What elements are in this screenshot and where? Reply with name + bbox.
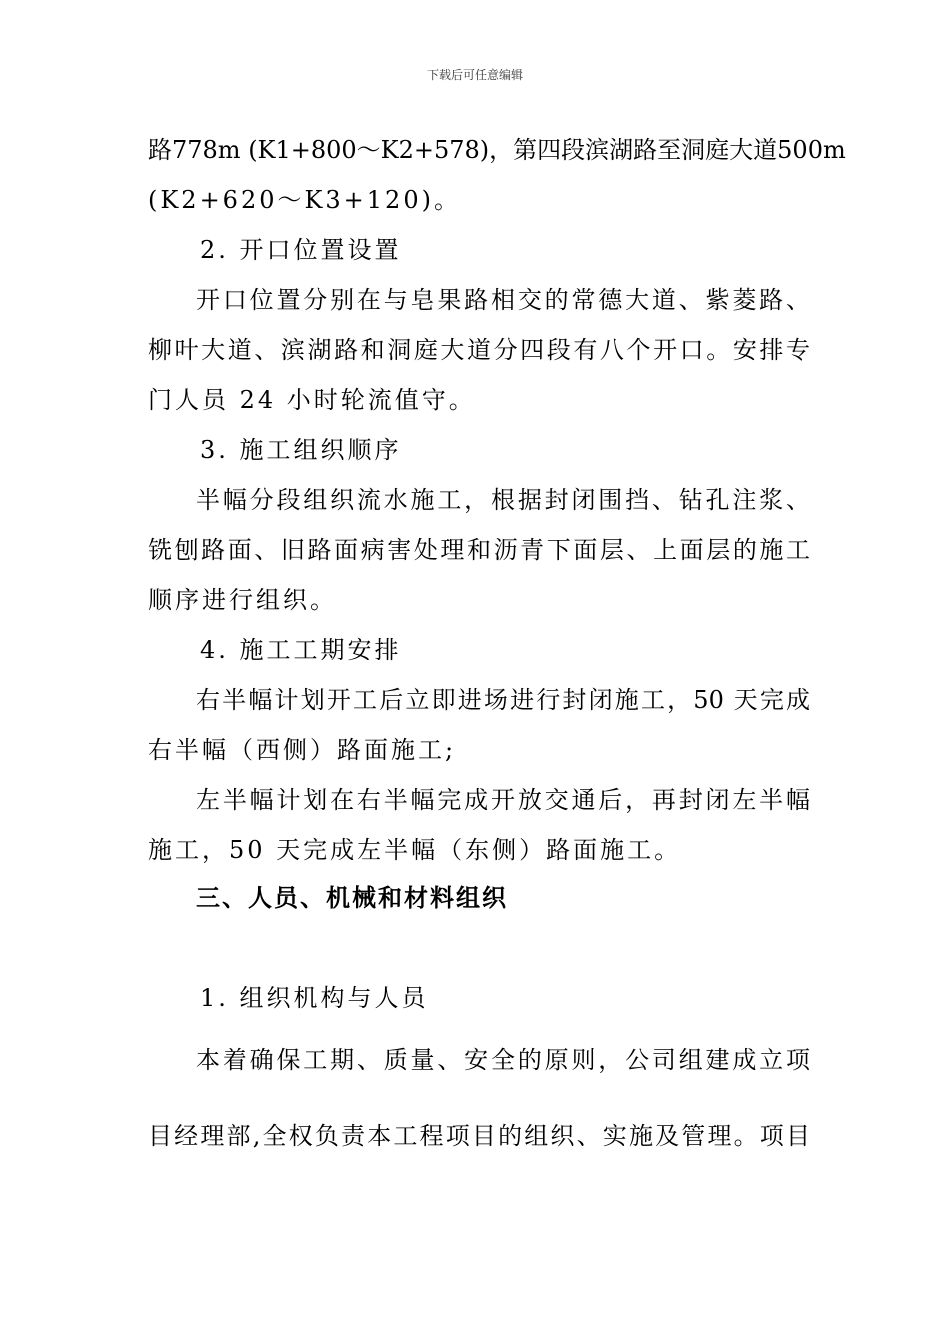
body-text-line: 本着确保工期、质量、安全的原则，公司组建成立项	[196, 1046, 810, 1074]
body-text-line: 施工，50 天完成左半幅（东侧）路面施工。	[148, 836, 682, 864]
body-text-line: 半幅分段组织流水施工，根据封闭围挡、钻孔注浆、	[196, 486, 810, 514]
body-text-line: 柳叶大道、滨湖路和洞庭大道分四段有八个开口。安排专	[148, 336, 810, 364]
body-text-line: 开口位置分别在与皂果路相交的常德大道、紫菱路、	[196, 286, 810, 314]
body-text-line: 目经理部,全权负责本工程项目的组织、实施及管理。项目	[148, 1122, 810, 1150]
section-subheading: 4. 施工工期安排	[200, 636, 402, 664]
body-text-line: 右半幅计划开工后立即进场进行封闭施工，50 天完成	[196, 686, 810, 714]
body-text-line: 铣刨路面、旧路面病害处理和沥青下面层、上面层的施工	[148, 536, 810, 564]
section-subheading: 3. 施工组织顺序	[200, 436, 402, 464]
body-text-line: 路778m (K1+800～K2+578)，第四段滨湖路至洞庭大道500m	[148, 136, 846, 164]
section-heading: 三、人员、机械和材料组织	[196, 884, 508, 912]
section-subheading: 1. 组织机构与人员	[200, 984, 429, 1012]
body-text-line: (K2+620～K3+120)。	[148, 186, 461, 214]
body-text-line: 右半幅（西侧）路面施工;	[148, 736, 457, 764]
section-subheading: 2. 开口位置设置	[200, 236, 402, 264]
body-text-line: 左半幅计划在右半幅完成开放交通后，再封闭左半幅	[196, 786, 810, 814]
body-text-line: 顺序进行组织。	[148, 586, 337, 614]
body-text-line: 门人员 24 小时轮流值守。	[148, 386, 476, 414]
page-header-note: 下载后可任意编辑	[426, 68, 523, 82]
